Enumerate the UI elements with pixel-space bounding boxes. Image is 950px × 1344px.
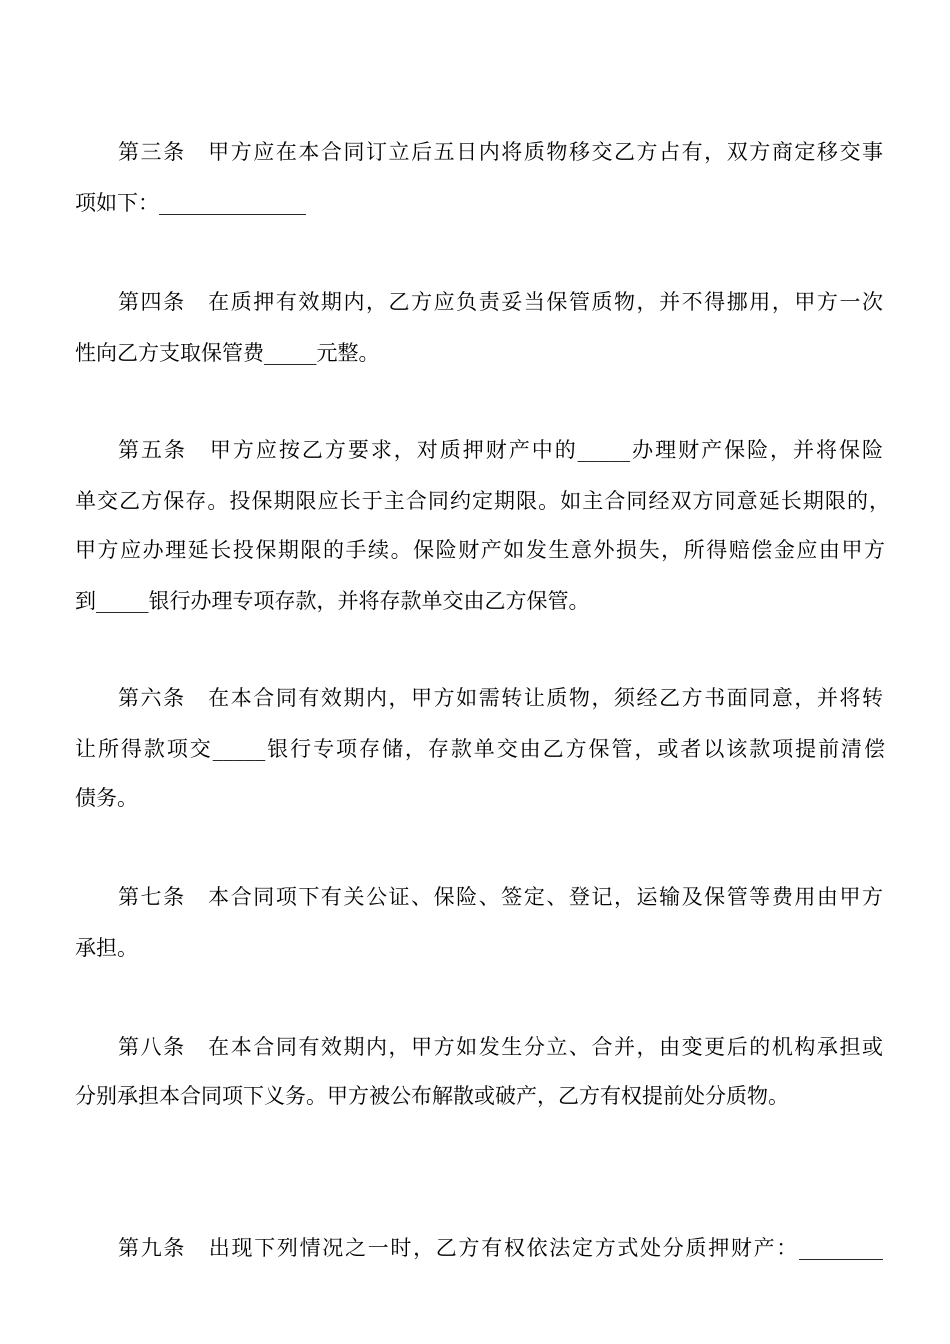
article-5-line-3: 甲方应办理延长投保期限的手续。保险财产如发生意外损失，所得赔偿金应由甲方 (75, 538, 885, 562)
article-5-line-2: 单交乙方保存。投保期限应长于主合同约定期限。如主合同经双方同意延长期限的， (75, 489, 890, 513)
article-6-line-2: 让所得款项交_____银行专项存储，存款单交由乙方保管，或者以该款项提前清偿 (75, 737, 885, 761)
article-7-line-2: 承担。 (75, 936, 138, 960)
article-9-line-1: 第九条 出现下列情况之一时，乙方有权依法定方式处分质押财产：________ (118, 1236, 883, 1260)
article-4-line-2: 性向乙方支取保管费_____元整。 (75, 341, 380, 365)
article-7-line-1: 第七条 本合同项下有关公证、保险、签定、登记，运输及保管等费用由甲方 (118, 885, 883, 909)
article-5-line-4: 到_____银行办理专项存款，并将存款单交由乙方保管。 (75, 589, 590, 613)
article-3-line-2: 项如下：______________ (75, 191, 306, 215)
article-8-line-1: 第八条 在本合同有效期内，甲方如发生分立、合并，由变更后的机构承担或 (118, 1035, 883, 1059)
article-3-line-1: 第三条 甲方应在本合同订立后五日内将质物移交乙方占有，双方商定移交事 (118, 140, 883, 164)
article-8-line-2: 分别承担本合同项下义务。甲方被公布解散或破产，乙方有权提前处分质物。 (75, 1084, 789, 1108)
article-4-line-1: 第四条 在质押有效期内，乙方应负责妥当保管质物，并不得挪用，甲方一次 (118, 290, 883, 314)
article-5-line-1: 第五条 甲方应按乙方要求，对质押财产中的_____办理财产保险，并将保险 (118, 438, 883, 462)
article-6-line-3: 债务。 (75, 786, 138, 810)
article-6-line-1: 第六条 在本合同有效期内，甲方如需转让质物，须经乙方书面同意，并将转 (118, 686, 883, 710)
